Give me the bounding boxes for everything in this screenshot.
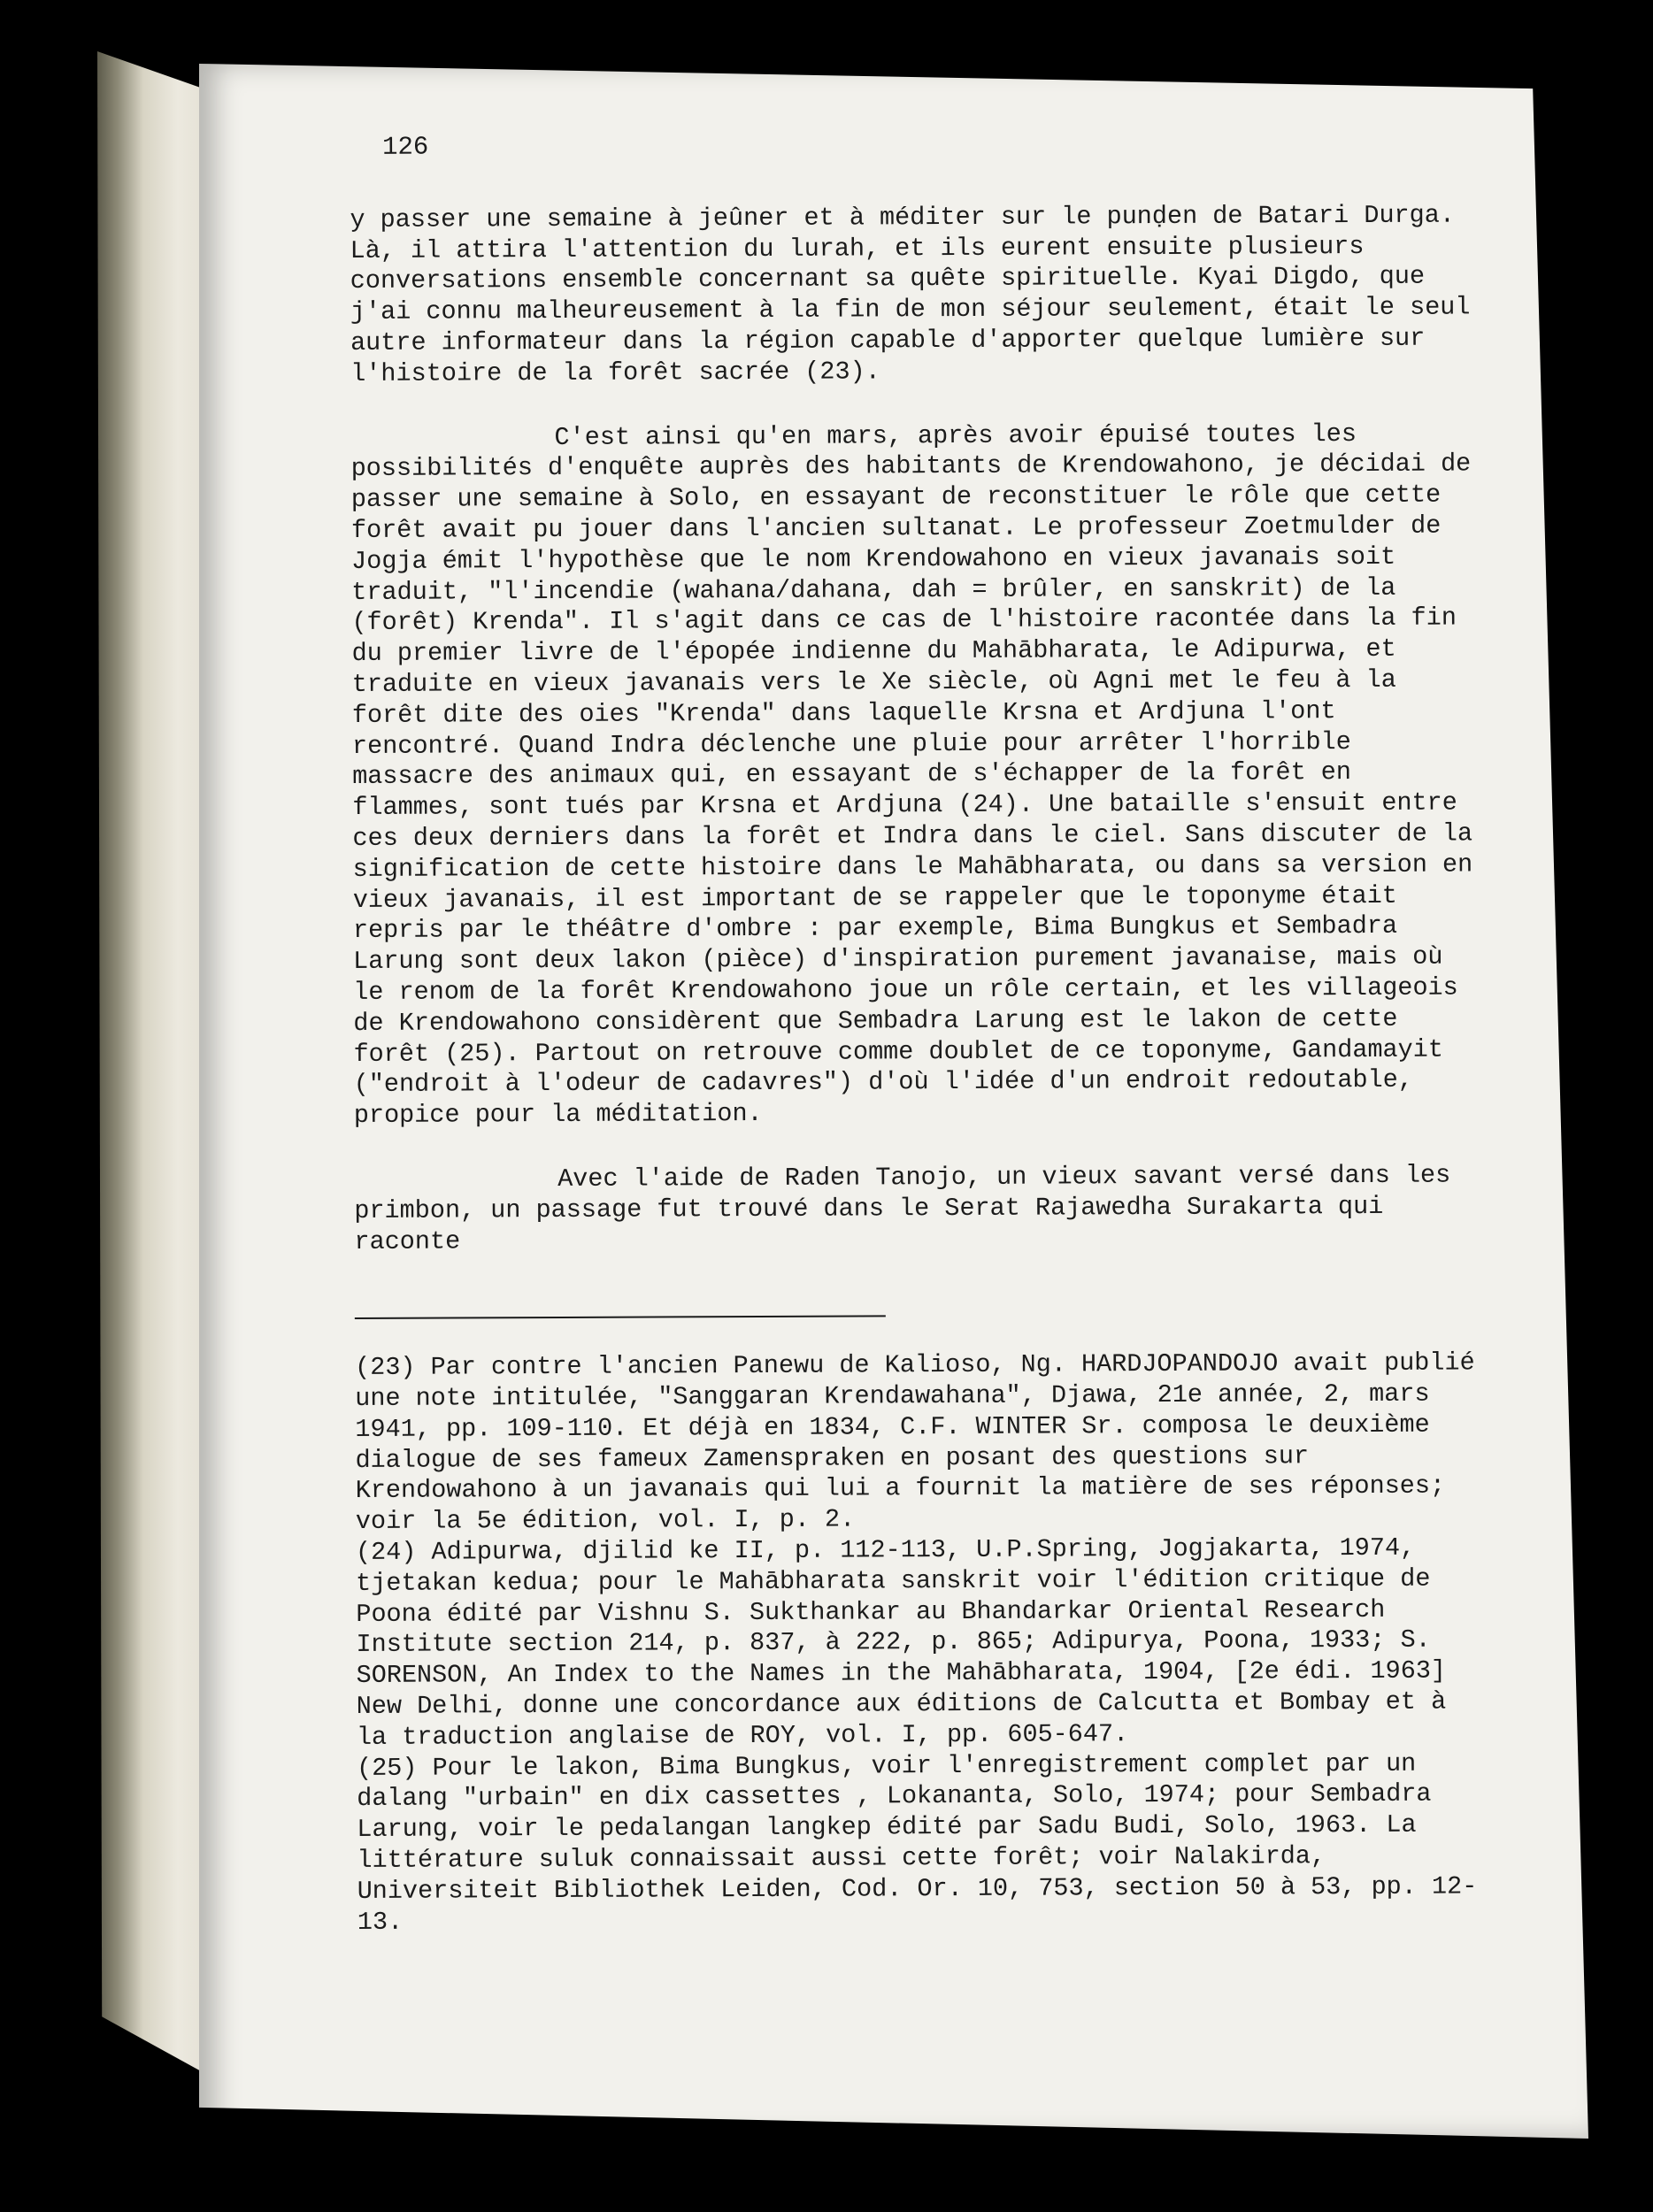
footnote-rule xyxy=(355,1316,886,1320)
paragraph-1: y passer une semaine à jeûner et à méditer sur le punḍen de Batari Durga. Là, il attira l'attention du lurah, et ils eurent ensuite plusieurs conversations ensemble concernant sa quête spirituelle. Kyai Digdo, que j'ai connu malheureusement à la fin de mon séjour seulement, était le seul autre informateur dans la région capable d'apporter quelque lumière sur l'histoire de la forêt sacrée (23). xyxy=(350,200,1471,388)
footnote-25: (25) Pour le lakon, Bima Bungkus, voir l'enregistrement complet par un dalang "urbain" en dix cassettes , Lokananta, Solo, 1974; pour Sembadra Larung, voir le pedalangan langkep édité par Sadu Budi, Solo, 1963. La littérature suluk connaissait aussi cette forêt; voir Nalakirda, Universiteit Bibliothek Leiden, Cod. Or. 10, 753, section 50 à 53, pp. 12-13. xyxy=(356,1748,1478,1937)
footnote-23: (23) Par contre l'ancien Panewu de Kalioso, Ng. HARDJOPANDOJO avait publié une note intitulée, "Sanggaran Krendawahana", Djawa, 21e année, 2, mars 1941, pp. 109-110. Et déjà en 1834, C.F. WINTER Sr. composa le deuxième dialogue de ses fameux Zamenspraken en posant des questions sur Krendowahono à un javanais qui lui a fournit la matière de ses réponses; voir la 5e édition, vol. I, p. 2. xyxy=(355,1348,1475,1537)
footnote-24: (24) Adipurwa, djilid ke II, p. 112-113, U.P.Spring, Jogjakarta, 1974, tjetakan kedua; pour le Mahābharata sanskrit voir l'édition critique de Poona édité par Vishnu S. Sukthankar au Bhandarkar Oriental Research Institute section 214, p. 837, à 222, p. 865; Adipurya, Poona, 1933; S. SORENSON, An Index to the Names in the Mahābharata, 1904, [2e édi. 1963] New Delhi, donne une concordance aux éditions de Calcutta et Bombay et à la traduction anglaise de ROY, vol. I, pp. 605-647. xyxy=(355,1532,1447,1752)
paragraph-3: Avec l'aide de Raden Tanojo, un vieux savant versé dans les primbon, un passage fut trouvé dans le Serat Rajawedha Surakarta qui raconte xyxy=(354,1160,1451,1256)
page-number: 126 xyxy=(381,132,429,162)
book-page-edges xyxy=(97,51,212,2078)
page-content xyxy=(350,127,1481,1938)
paragraph-2: C'est ainsi qu'en mars, après avoir épuisé toutes les possibilités d'enquête auprès des habitants de Krendowahono, je décidai de passer une semaine à Solo, en essayant de reconstituer le rôle que cette forêt avait pu jouer dans l'ancien sultanat. Le professeur Zoetmulder de Jogja émit l'hypothèse que le nom Krendowahono en vieux javanais soit traduit, "l'incendie (wahana/dahana, dah = brûler, en sanskrit) de la (forêt) Krenda". Il s'agit dans ce cas de l'histoire racontée dans la fin du premier livre de l'épopée indienne du Mahābharata, le Adipurwa, et traduite en vieux javanais vers le Xe siècle, où Agni met le feu à la forêt dite des oies "Krenda" dans laquelle Krsna et Ardjuna l'ont rencontré. Quand Indra déclenche une pluie pour arrêter l'horrible massacre des animaux qui, en essayant de s'échapper de la forêt en flammes, sont tués par Krsna et Ardjuna (24). Une bataille s'ensuit entre ces deux derniers dans la forêt et Indra dans le ciel. Sans discuter de la signification de cette histoire dans le Mahābharata, ou dans sa version en vieux javanais, il est important de se rappeler que le toponyme était repris par le théâtre d'ombre : par exemple, Bima Bungkus et Sembadra Larung sont deux lakon (pièce) d'inspiration purement javanaise, mais où le renom de la forêt Krendowahono joue un rôle certain, et les villageois de Krendowahono considèrent que Sembadra Larung est le lakon de cette forêt (25). Partout on retrouve comme doublet de ce toponyme, Gandamayit ("endroit à l'odeur de cadavres") d'où l'idée d'un endroit redoutable, propice pour la méditation. xyxy=(350,419,1473,1131)
footnotes xyxy=(355,1348,1481,1939)
